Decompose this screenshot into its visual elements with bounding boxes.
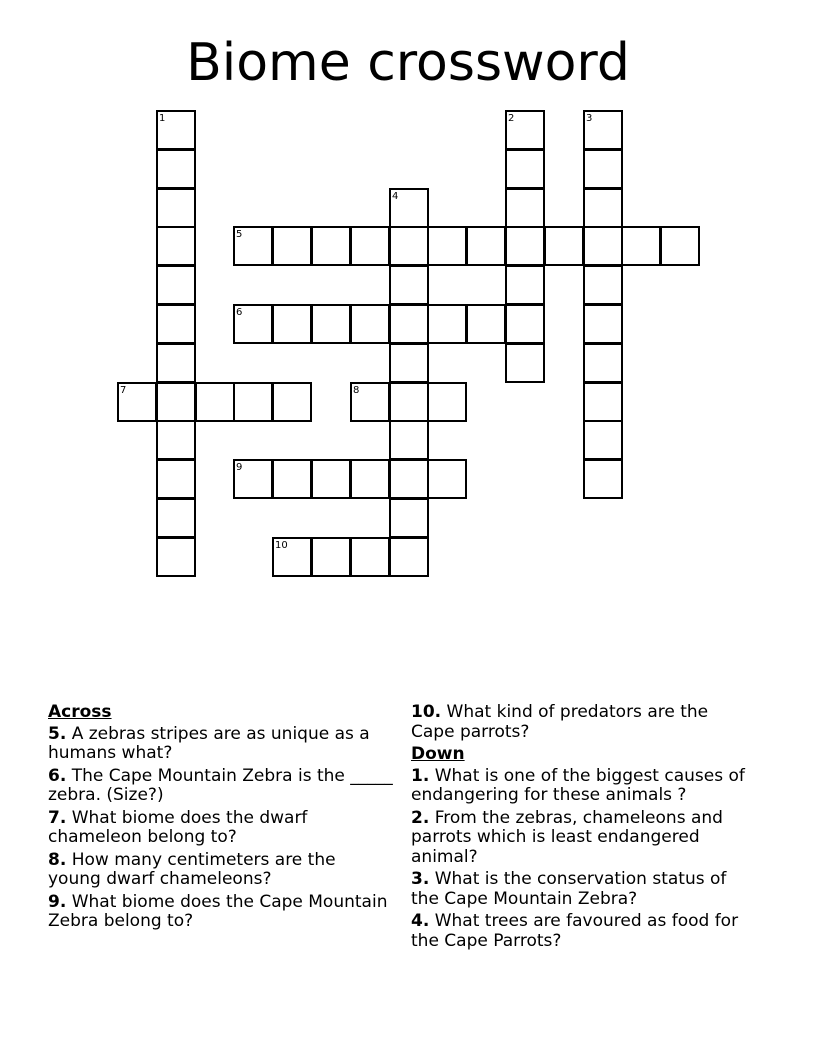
cell-number: 8 xyxy=(353,385,360,396)
clue-across-7 xyxy=(48,809,393,848)
crossword-cell[interactable] xyxy=(427,459,467,499)
crossword-cell[interactable] xyxy=(389,265,429,305)
cell-number: 2 xyxy=(508,113,515,124)
crossword-cell[interactable] xyxy=(389,304,429,344)
crossword-cell[interactable] xyxy=(389,537,429,577)
crossword-cell[interactable] xyxy=(583,110,623,150)
crossword-cell[interactable] xyxy=(350,537,390,577)
crossword-cell[interactable] xyxy=(311,304,351,344)
crossword-cell[interactable] xyxy=(156,110,196,150)
cell-number: 1 xyxy=(159,113,166,124)
crossword-cell[interactable] xyxy=(505,110,545,150)
page-title: Biome crossword xyxy=(186,33,630,93)
crossword-cell[interactable] xyxy=(156,537,196,577)
crossword-cell[interactable] xyxy=(544,226,584,266)
crossword-cell[interactable] xyxy=(350,459,390,499)
crossword-cell[interactable] xyxy=(272,382,312,422)
crossword-cell[interactable] xyxy=(272,537,312,577)
clue-number: 8. xyxy=(48,849,67,870)
crossword-cell[interactable] xyxy=(583,304,623,344)
clue-across-8 xyxy=(48,851,393,890)
crossword-cell[interactable] xyxy=(389,382,429,422)
crossword-cell[interactable] xyxy=(233,226,273,266)
crossword-cell[interactable] xyxy=(466,304,506,344)
crossword-cell[interactable] xyxy=(233,304,273,344)
cell-number: 5 xyxy=(236,229,243,240)
crossword-cell[interactable] xyxy=(233,459,273,499)
clues-left-column xyxy=(48,703,393,935)
crossword-cell[interactable] xyxy=(389,459,429,499)
crossword-cell[interactable] xyxy=(156,459,196,499)
clue-text: What trees are favoured as food for the Cape Parrots? xyxy=(411,911,739,951)
clue-across-5 xyxy=(48,725,393,764)
crossword-cell[interactable] xyxy=(350,226,390,266)
crossword-cell[interactable] xyxy=(156,420,196,460)
crossword-cell[interactable] xyxy=(505,343,545,383)
crossword-cell[interactable] xyxy=(583,226,623,266)
crossword-cell[interactable] xyxy=(156,498,196,538)
crossword-cell[interactable] xyxy=(350,304,390,344)
clue-text: A zebras stripes are as unique as a humans what? xyxy=(48,723,370,763)
down-heading: Down xyxy=(411,744,465,764)
clue-number: 9. xyxy=(48,891,67,912)
crossword-cell[interactable] xyxy=(156,188,196,228)
crossword-cell[interactable] xyxy=(427,226,467,266)
clue-number: 4. xyxy=(411,911,430,931)
clue-text: From the zebras, chameleons and parrots which is least endangered animal? xyxy=(411,807,723,867)
clue-number: 2. xyxy=(411,807,430,828)
crossword-cell[interactable] xyxy=(311,226,351,266)
across-heading: Across xyxy=(48,702,112,722)
crossword-cell[interactable] xyxy=(156,304,196,344)
crossword-cell[interactable] xyxy=(505,226,545,266)
crossword-cell[interactable] xyxy=(156,343,196,383)
crossword-cell[interactable] xyxy=(350,382,390,422)
clue-across-10 xyxy=(411,703,756,742)
clue-text: What is one of the biggest causes of endangering for these animals ? xyxy=(411,765,745,805)
clue-across-6 xyxy=(48,767,393,806)
crossword-cell[interactable] xyxy=(156,382,196,422)
clues-right-column xyxy=(411,703,756,954)
crossword-cell[interactable] xyxy=(583,149,623,189)
crossword-cell[interactable] xyxy=(117,382,157,422)
crossword-cell[interactable] xyxy=(583,265,623,305)
crossword-cell[interactable] xyxy=(660,226,700,266)
cell-number: 7 xyxy=(120,385,127,396)
crossword-cell[interactable] xyxy=(389,420,429,460)
clue-text: How many centimeters are the young dwarf chameleons? xyxy=(48,849,336,889)
cell-number: 9 xyxy=(236,462,243,473)
crossword-cell[interactable] xyxy=(195,382,235,422)
crossword-cell[interactable] xyxy=(427,382,467,422)
crossword-cell[interactable] xyxy=(427,304,467,344)
clue-text: What biome does the dwarf chameleon belong to? xyxy=(48,807,308,847)
crossword-cell[interactable] xyxy=(505,149,545,189)
crossword-cell[interactable] xyxy=(272,226,312,266)
crossword-cell[interactable] xyxy=(272,459,312,499)
cell-number: 6 xyxy=(236,307,243,318)
crossword-cell[interactable] xyxy=(389,498,429,538)
clue-text: What kind of predators are the Cape parrots? xyxy=(411,702,709,742)
crossword-cell[interactable] xyxy=(505,188,545,228)
clue-number: 10. xyxy=(411,702,442,722)
clue-down-2 xyxy=(411,809,756,868)
crossword-cell[interactable] xyxy=(583,188,623,228)
crossword-cell[interactable] xyxy=(505,265,545,305)
clue-across-9 xyxy=(48,893,393,932)
crossword-cell[interactable] xyxy=(583,420,623,460)
clue-down-3 xyxy=(411,870,756,909)
crossword-cell[interactable] xyxy=(389,226,429,266)
crossword-cell[interactable] xyxy=(156,265,196,305)
clue-number: 1. xyxy=(411,765,430,786)
clue-text: What is the conservation status of the Cape Mountain Zebra? xyxy=(411,869,727,909)
crossword-cell[interactable] xyxy=(583,343,623,383)
crossword-cell[interactable] xyxy=(466,226,506,266)
crossword-cell[interactable] xyxy=(583,459,623,499)
clue-text: What biome does the Cape Mountain Zebra belong to? xyxy=(48,891,388,931)
crossword-cell[interactable] xyxy=(389,343,429,383)
clue-down-4 xyxy=(411,912,756,951)
crossword-cell[interactable] xyxy=(621,226,661,266)
clue-number: 5. xyxy=(48,723,67,744)
crossword-cell[interactable] xyxy=(311,459,351,499)
crossword-cell[interactable] xyxy=(583,382,623,422)
clue-text: The Cape Mountain Zebra is the _____ zebra. (Size?) xyxy=(48,765,393,805)
crossword-cell[interactable] xyxy=(156,226,196,266)
cell-number: 4 xyxy=(392,191,399,202)
crossword-cell[interactable] xyxy=(233,382,273,422)
crossword-cell[interactable] xyxy=(505,304,545,344)
clue-number: 6. xyxy=(48,765,67,786)
crossword-cell[interactable] xyxy=(389,188,429,228)
crossword-cell[interactable] xyxy=(311,537,351,577)
crossword-cell[interactable] xyxy=(156,149,196,189)
clue-number: 3. xyxy=(411,869,430,889)
clue-down-1 xyxy=(411,767,756,806)
cell-number: 3 xyxy=(586,113,593,124)
crossword-cell[interactable] xyxy=(272,304,312,344)
cell-number: 10 xyxy=(275,540,288,551)
clue-number: 7. xyxy=(48,807,67,828)
